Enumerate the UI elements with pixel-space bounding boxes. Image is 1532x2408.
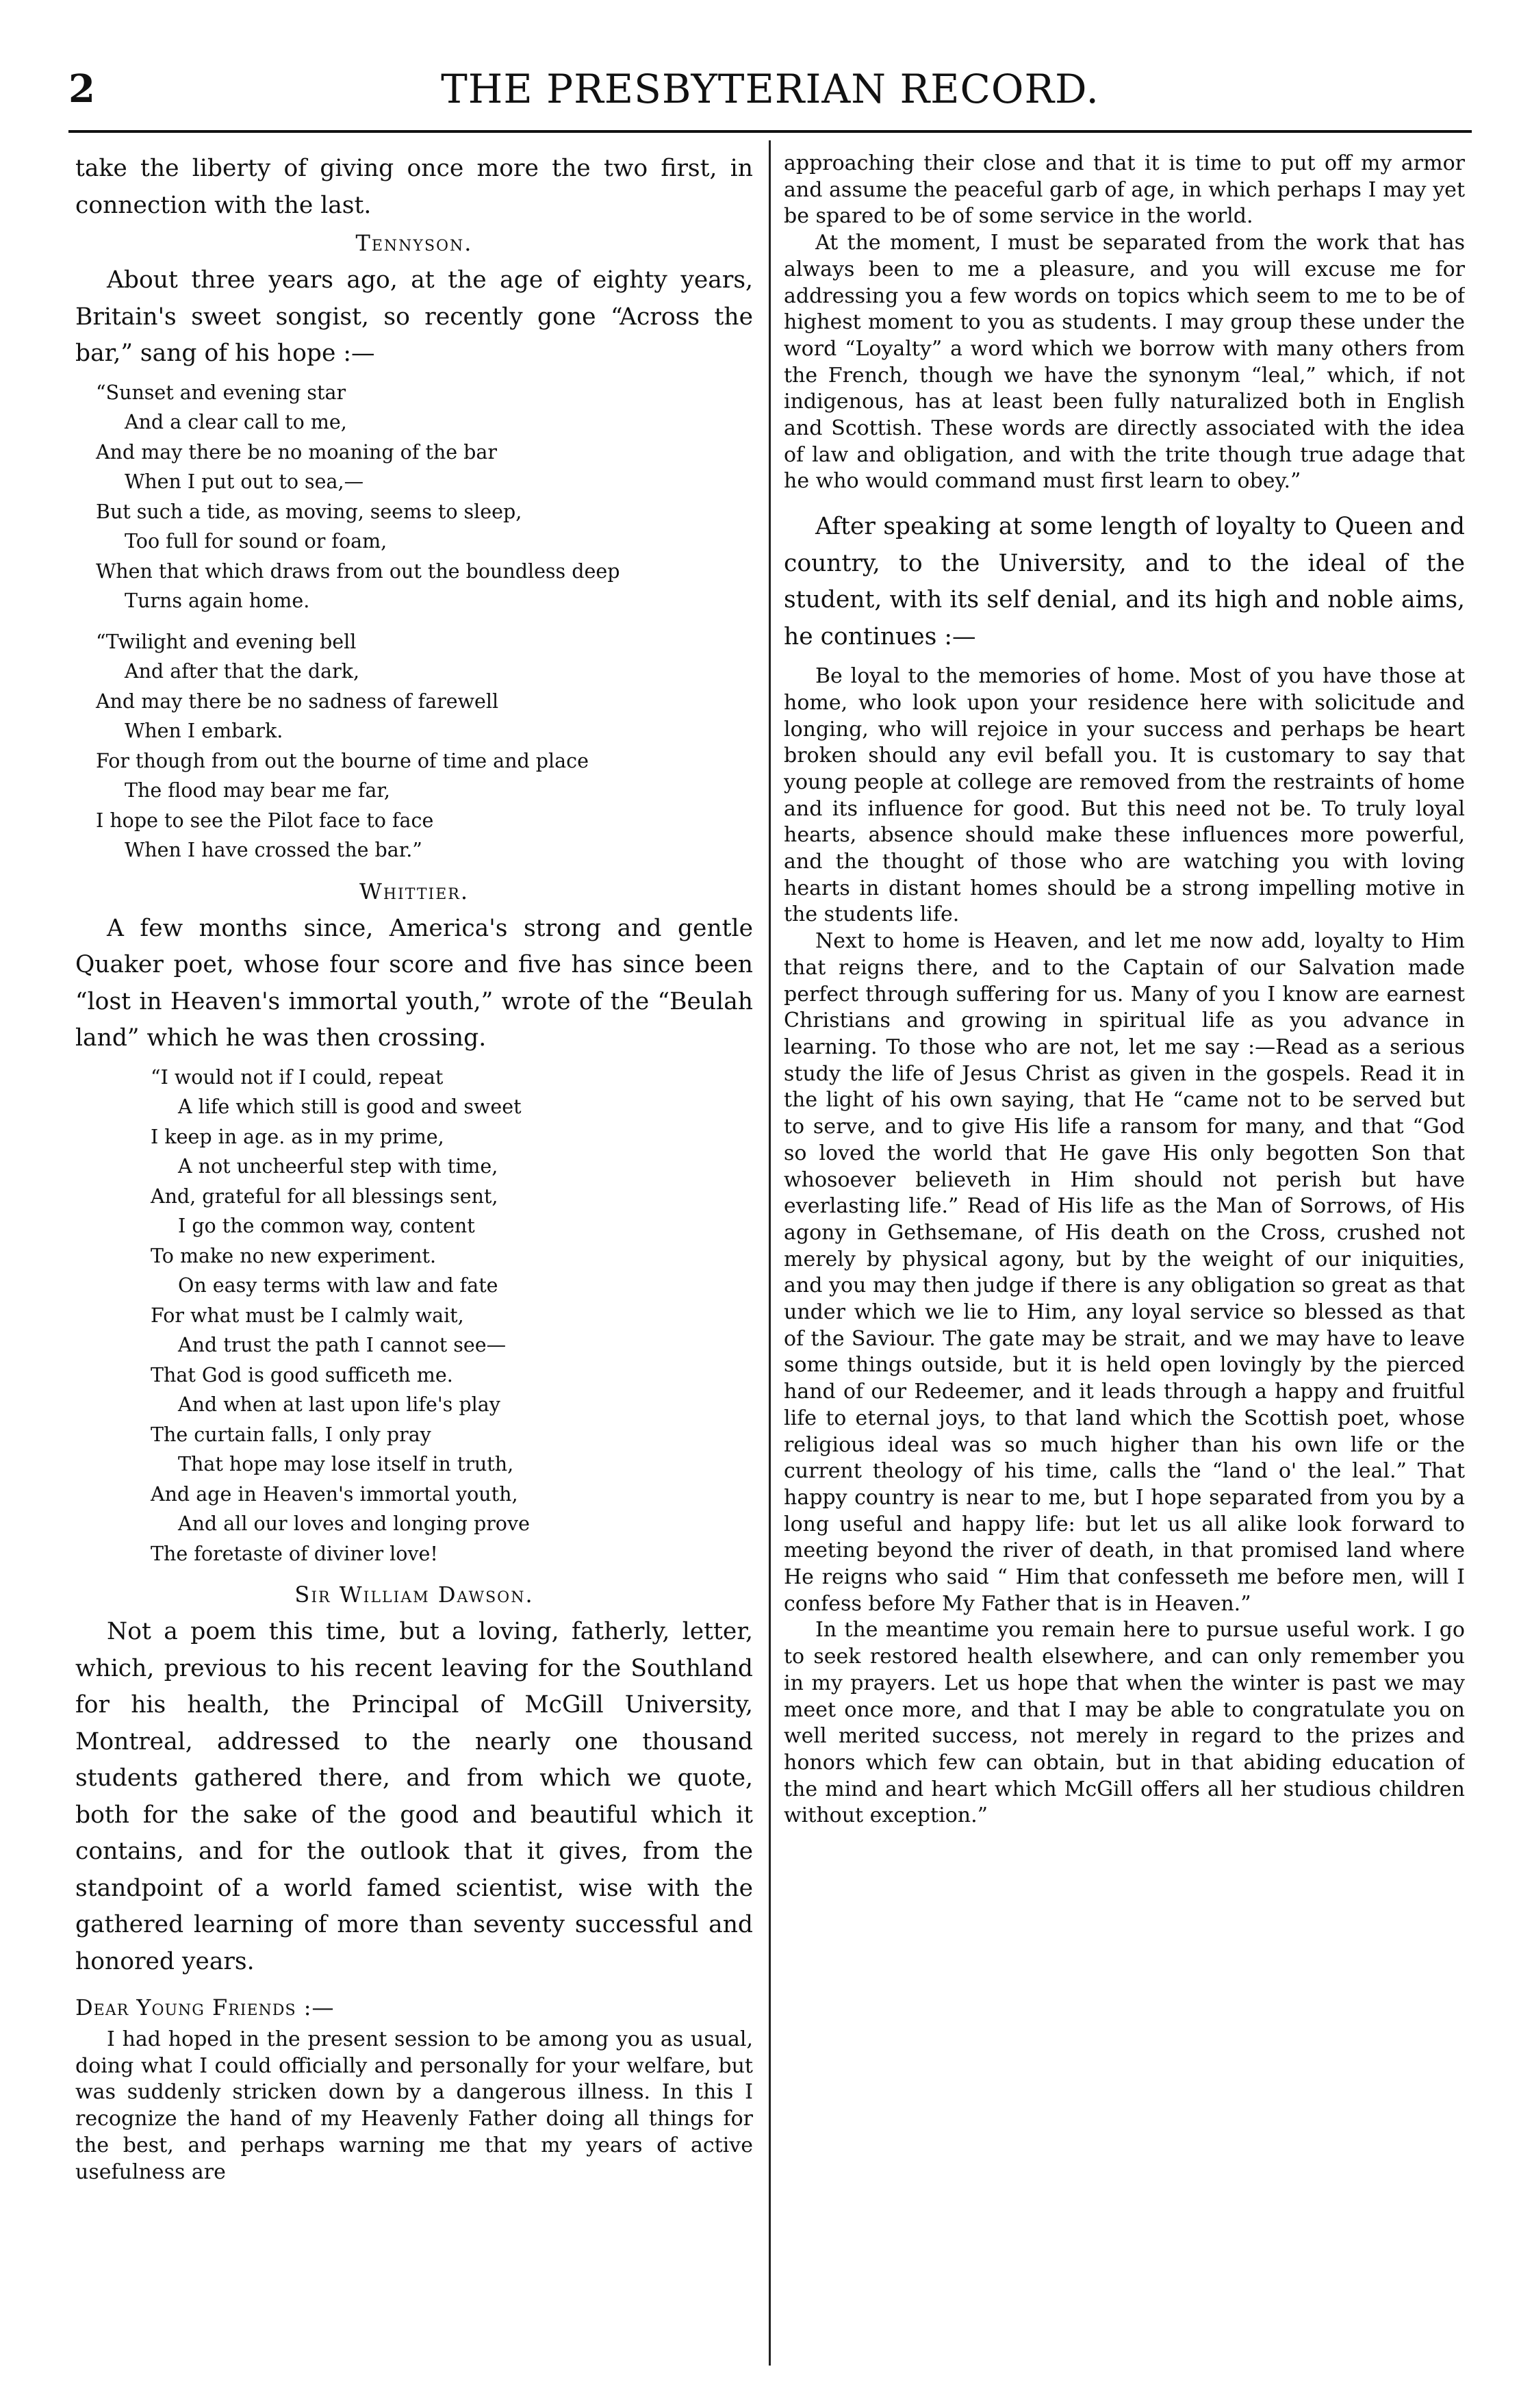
poem-line: And after that the dark, [125,660,360,683]
letter-paragraph: Next to home is Heaven, and let me now add, loyalty to Him that reigns there, and to the Captain of our Salvation made perfect through suffering for us. Many of you I know are earnest Christians and growing in spiritual life as you advance in learning. To those who are not, let me say :—Read as a serious study the life of Jesus Christ as given in the gospels. Read it in the light of his own saying, that He “came not to be served but to serve, and to give His life a ransom for many, and that “God so loved the world that He gave His only begotten Son that whosoever believeth in Him should not perish but have everlasting life.” Read of His life as the Man of Sorrows, of His agony in Gethsemane, of His death on the Cross, crushed not merely by physical agony, but by the weight of our iniquities, and you may then judge if there is any obligation so great as that under which we lie to Him, any loyal service so blessed as that of the Saviour. The gate may be strait, and we may have to leave some things outside, but it is held open lovingly by the pierced hand of our Redeemer, and it leads through a happy and fruitful life to eternal joys, to that land which the Scottish poet, whose religious ideal was so much higher than his own life or the current theology of his time, calls the “land o' the leal.” That happy country is near to me, but I hope separated from you by a long useful and happy life: but let us all alike look forward to meeting beyond the river of death, in that promised land where He reigns who said “ Him that confesseth me before men, will I confess before My Father that is in Heaven.” [784,929,1465,1616]
dawson-heading: Sir William Dawson. [294,1582,534,1608]
poem-line: A not uncheerful step with time, [178,1155,498,1178]
whittier-intro: A few months since, America's strong and gentle Quaker poet, whose four score and five has since been “lost in Heaven's immortal youth,” wrote of the “Beulah land” which he was then crossing. [75,914,753,1052]
poem-line: When I have crossed the bar.” [125,839,422,861]
left-column [75,151,753,2355]
column-divider [769,140,771,2366]
poem-line: For though from out the bourne of time and place [96,749,589,772]
tennyson-heading: Tennyson. [355,230,473,256]
poem-line: Turns again home. [125,590,310,612]
poem-line: That hope may lose itself in truth, [178,1453,514,1475]
poem-line: The curtain falls, I only pray [151,1423,431,1446]
dawson-intro: Not a poem this time, but a loving, fatherly, letter, which, previous to his recent leaving for the Southland for his health, the Principal of McGill University, Montreal, addressed to the nearly one thousand students gathered there, and from which we quote, both for the sake of the good and beautiful which it contains, and for the outlook that it gives, from the standpoint of a world famed scientist, wise with the gathered learning of more than seventy successful and honored years. [75,1618,753,1975]
poem-line: For what must be I calmly wait, [151,1304,464,1327]
poem-line: And all our loves and longing prove [178,1512,530,1535]
tennyson-intro: About three years ago, at the age of eighty years, Britain's sweet songist, so recently gone “Across the bar,” sang of his hope :— [75,266,753,367]
letter-paragraph: I had hoped in the present session to be among you as usual, doing what I could officially and personally for your welfare, but was suddenly stricken down by a dangerous illness. In this I recognize the hand of my Heavenly Father doing all things for the best, and perhaps warning me that my years of active usefulness are [75,2027,753,2184]
poem-line: Too full for sound or foam, [125,530,387,553]
page-number: 2 [68,66,95,112]
poem-line: And when at last upon life's play [178,1393,500,1416]
letter-paragraph: At the moment, I must be separated from the work that has always been to me a pleasure, and you will excuse me for addressing you a few words on topics which seem to me to be of highest moment to you as students. I may group these under the word “Loyalty” a word which we borrow with many others from the French, though we have the synonym “leal,” which, if not indigenous, has at least been fully naturalized both in English and Scottish. These words are directly associated with the idea of law and obligation, and with the trite though true adage that he who would command must first learn to obey.” [784,231,1465,494]
poem-line: When that which draws from out the boundless deep [96,559,620,583]
poem-line: And age in Heaven's immortal youth, [151,1482,518,1506]
letter-continuation: approaching their close and that it is time to put off my armor and assume the peaceful garb of age, in which perhaps I may yet be spared to be of some service in the world. [784,151,1465,229]
poem-line: “Sunset and evening star [96,381,346,404]
poem-line: And, grateful for all blessings sent, [151,1184,498,1208]
poem-line: That God is good sufficeth me. [151,1363,453,1386]
poem-line: And may there be no moaning of the bar [96,440,498,464]
page-header [68,62,1472,116]
poem-line: I hope to see the Pilot face to face [96,809,434,832]
letter-paragraph: Be loyal to the memories of home. Most of you have those at home, who look upon your residence here with solicitude and longing, who will rejoice in your success and perhaps be heart broken should any evil befall you. It is customary to say that young people at college are removed from the restraints of home and its influence for good. But this need not be. To truly loyal hearts, absence should make these influences more powerful, and the thought of those who are watching you with loving hearts in distant homes should be a strong impelling motive in the students life. [784,664,1465,927]
poem-line: A life which still is good and sweet [178,1095,522,1118]
journal-title: THE PRESBYTERIAN RECORD. [441,66,1099,112]
letter-salutation: Dear Young Friends :— [75,1994,335,2020]
poem-line: And may there be no sadness of farewell [96,689,499,713]
poem-line: “Twilight and evening bell [96,630,357,653]
whittier-heading: Whittier. [359,878,469,904]
poem-line: The foretaste of diviner love! [151,1542,438,1565]
letter-paragraph: In the meantime you remain here to pursue useful work. I go to seek restored health elsewhere, and can only remember you in my prayers. Let us hope that when the winter is past we may meet once more, and that I may be able to congratulate you on well merited success, not merely in regard to the prizes and honors which few can obtain, but in that abiding education of the mind and heart which McGill offers all her studious children without exception.” [784,1618,1465,1828]
poem-line: When I put out to sea,— [125,470,364,493]
poem-line: And trust the path I cannot see— [178,1334,507,1356]
editor-note: After speaking at some length of loyalty to Queen and country, to the University, and to the ideal of the student, with its self denial, and its high and noble aims, he continues :— [784,513,1465,650]
poem-line: On easy terms with law and fate [178,1274,498,1297]
poem-line: But such a tide, as moving, seems to sleep, [96,500,522,523]
poem-line: The flood may bear me far, [125,779,390,802]
poem-line: I go the common way, content [178,1215,475,1237]
poem-line: When I embark. [125,720,283,742]
right-column [784,151,1465,2355]
poem-line: “I would not if I could, repeat [151,1065,444,1089]
header-rule [68,130,1472,133]
tennyson-poem [75,378,753,865]
whittier-poem [75,1063,753,1569]
poem-line: I keep in age. as in my prime, [151,1125,444,1148]
poem-line: To make no new experiment. [151,1244,437,1267]
poem-line: And a clear call to me, [125,411,347,433]
intro-paragraph: take the liberty of giving once more the two first, in connection with the last. [75,155,753,219]
